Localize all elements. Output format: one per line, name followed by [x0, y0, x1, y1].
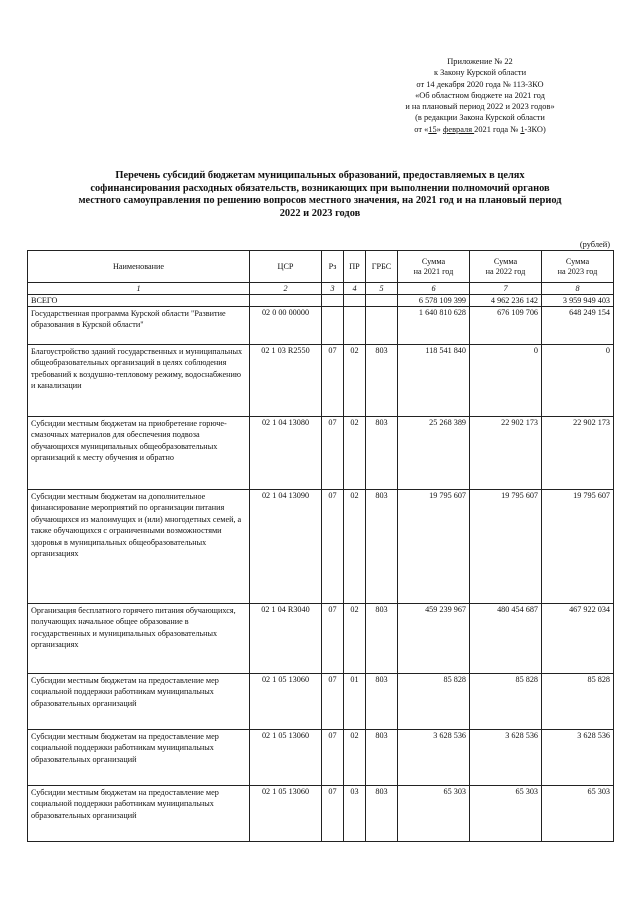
annex-line: (в редакции Закона Курской области: [415, 113, 545, 123]
row-sum-2023: 3 628 536: [542, 730, 614, 786]
row-rz: 07: [322, 786, 344, 842]
program-csr: 02 0 00 00000: [250, 307, 322, 345]
row-grbs: 803: [366, 345, 398, 417]
row-csr: 02 1 04 13090: [250, 490, 322, 604]
row-csr: 02 1 04 13080: [250, 417, 322, 490]
row-name: Организация бесплатного горячего питания обучающихся, получающих начальное общее образование в государственных и муниципальных образовательных организациях: [28, 604, 250, 674]
column-number: 1: [28, 283, 250, 295]
date-month: февраля: [442, 124, 475, 134]
header-text: на 2023 год: [557, 266, 598, 276]
empty-cell: [322, 307, 344, 345]
table-row: [28, 786, 614, 842]
empty-cell: [344, 295, 366, 307]
row-sum-2021: 459 239 967: [398, 604, 470, 674]
total-sum-2021: 6 578 109 399: [398, 295, 470, 307]
law-number: 1: [520, 124, 525, 134]
row-name: Субсидии местным бюджетам на предоставление мер социальной поддержки работникам муниципальных образовательных организаций: [28, 730, 250, 786]
row-sum-2022: 3 628 536: [470, 730, 542, 786]
row-sum-2022: 85 828: [470, 674, 542, 730]
row-rz: 07: [322, 345, 344, 417]
row-rz: 07: [322, 730, 344, 786]
row-name: Благоустройство зданий государственных и муниципальных общеобразовательных организаций в целях соблюдения требований к воздушно-тепловому режиму, водоснабжению и канализации: [28, 345, 250, 417]
title-line: 2022 и 2023 годов: [279, 207, 361, 219]
subsidies-table: [27, 250, 614, 842]
row-name: Субсидии местным бюджетам на приобретение горюче-смазочных материалов для обеспечения подвоза обучающихся муниципальных общеобразовательных организаций к месту обучения и обратно: [28, 417, 250, 490]
row-rz: 07: [322, 604, 344, 674]
row-csr: 02 1 05 13060: [250, 674, 322, 730]
empty-cell: [366, 295, 398, 307]
row-rz: 07: [322, 674, 344, 730]
text-part: от «: [414, 124, 429, 134]
annex-header: [370, 56, 590, 135]
row-csr: 02 1 05 13060: [250, 786, 322, 842]
program-sum-2023: 648 249 154: [542, 307, 614, 345]
header-grbs: ГРБС: [366, 251, 398, 283]
table-row: [28, 345, 614, 417]
header-row: [28, 251, 614, 283]
annex-line: к Закону Курской области: [433, 68, 527, 78]
row-pr: 01: [344, 674, 366, 730]
text-part: 2021 года №: [474, 124, 521, 134]
total-sum-2022: 4 962 236 142: [470, 295, 542, 307]
row-sum-2023: 0: [542, 345, 614, 417]
row-pr: 03: [344, 786, 366, 842]
annex-line: и на плановый период 2022 и 2023 годов»: [405, 102, 555, 112]
empty-cell: [322, 295, 344, 307]
row-sum-2023: 65 303: [542, 786, 614, 842]
row-name: Субсидии местным бюджетам на предоставление мер социальной поддержки работникам муниципальных образовательных организаций: [28, 786, 250, 842]
header-sum-2023: [542, 251, 614, 283]
row-sum-2023: 85 828: [542, 674, 614, 730]
text-part: -ЗКО): [524, 124, 546, 134]
program-name: Государственная программа Курской области "Развитие образования в Курской области": [28, 307, 250, 345]
header-rz: Рз: [322, 251, 344, 283]
row-sum-2021: 3 628 536: [398, 730, 470, 786]
title-line: местного самоуправления по решению вопросов местного значения, на 2021 год и на плановый период: [78, 195, 562, 207]
row-grbs: 803: [366, 490, 398, 604]
date-day: 15: [428, 124, 437, 134]
header-text: на 2022 год: [485, 266, 526, 276]
row-sum-2023: 19 795 607: [542, 490, 614, 604]
row-pr: 02: [344, 417, 366, 490]
row-sum-2021: 25 268 389: [398, 417, 470, 490]
column-number: 2: [250, 283, 322, 295]
title-line: софинансирования расходных обязательств, возникающих при выполнении полномочий органов: [90, 182, 550, 194]
header-pr: ПР: [344, 251, 366, 283]
row-csr: 02 1 05 13060: [250, 730, 322, 786]
header-text: Сумма: [493, 256, 518, 266]
annex-line: Приложение № 22: [447, 57, 513, 66]
row-sum-2023: 467 922 034: [542, 604, 614, 674]
total-row: [28, 295, 614, 307]
row-pr: 02: [344, 345, 366, 417]
row-sum-2021: 19 795 607: [398, 490, 470, 604]
row-pr: 02: [344, 604, 366, 674]
table-row: [28, 730, 614, 786]
row-grbs: 803: [366, 786, 398, 842]
program-row: [28, 307, 614, 345]
title-line: Перечень субсидий бюджетам муниципальных образований, предоставляемых в целях: [115, 170, 525, 181]
row-sum-2022: 22 902 173: [470, 417, 542, 490]
column-number: 6: [398, 283, 470, 295]
header-csr: ЦСР: [250, 251, 322, 283]
header-text: Сумма: [421, 256, 446, 266]
row-grbs: 803: [366, 730, 398, 786]
row-sum-2021: 85 828: [398, 674, 470, 730]
row-sum-2022: 19 795 607: [470, 490, 542, 604]
program-sum-2022: 676 109 706: [470, 307, 542, 345]
annex-line: от 14 декабря 2020 года № 113-ЗКО: [416, 79, 544, 89]
row-sum-2022: 65 303: [470, 786, 542, 842]
table-row: [28, 417, 614, 490]
header-sum-2022: [470, 251, 542, 283]
header-name: Наименование: [28, 251, 250, 283]
row-sum-2021: 65 303: [398, 786, 470, 842]
row-grbs: 803: [366, 417, 398, 490]
empty-cell: [344, 307, 366, 345]
document-title: [30, 170, 610, 220]
row-pr: 02: [344, 490, 366, 604]
total-sum-2023: 3 959 949 403: [542, 295, 614, 307]
total-label: ВСЕГО: [28, 295, 250, 307]
empty-cell: [366, 307, 398, 345]
row-csr: 02 1 03 R2550: [250, 345, 322, 417]
table-row: [28, 674, 614, 730]
text-part: »: [436, 124, 443, 134]
column-number: 5: [366, 283, 398, 295]
program-sum-2021: 1 640 810 628: [398, 307, 470, 345]
row-sum-2022: 480 454 687: [470, 604, 542, 674]
row-csr: 02 1 04 R3040: [250, 604, 322, 674]
units-label: (рублей): [579, 240, 610, 249]
annex-line: «Об областном бюджете на 2021 год: [415, 90, 545, 100]
column-number: 3: [322, 283, 344, 295]
column-number: 7: [470, 283, 542, 295]
row-sum-2023: 22 902 173: [542, 417, 614, 490]
row-grbs: 803: [366, 604, 398, 674]
row-rz: 07: [322, 417, 344, 490]
column-number-row: [28, 283, 614, 295]
row-name: Субсидии местным бюджетам на дополнительное финансирование мероприятий по организации питания обучающихся из малоимущих и (или) многодетных семей, а также обучающихся с ограниченными возможностями здоровья в муниципальных общеобразовательных организациях: [28, 490, 250, 604]
empty-cell: [250, 295, 322, 307]
table-row: [28, 604, 614, 674]
column-number: 4: [344, 283, 366, 295]
row-sum-2022: 0: [470, 345, 542, 417]
row-pr: 02: [344, 730, 366, 786]
row-rz: 07: [322, 490, 344, 604]
row-name: Субсидии местным бюджетам на предоставление мер социальной поддержки работникам муниципальных образовательных организаций: [28, 674, 250, 730]
annex-line-date: [370, 124, 590, 135]
header-text: на 2021 год: [413, 266, 454, 276]
column-number: 8: [542, 283, 614, 295]
header-text: Сумма: [565, 256, 590, 266]
table-row: [28, 490, 614, 604]
header-sum-2021: [398, 251, 470, 283]
row-sum-2021: 118 541 840: [398, 345, 470, 417]
row-grbs: 803: [366, 674, 398, 730]
